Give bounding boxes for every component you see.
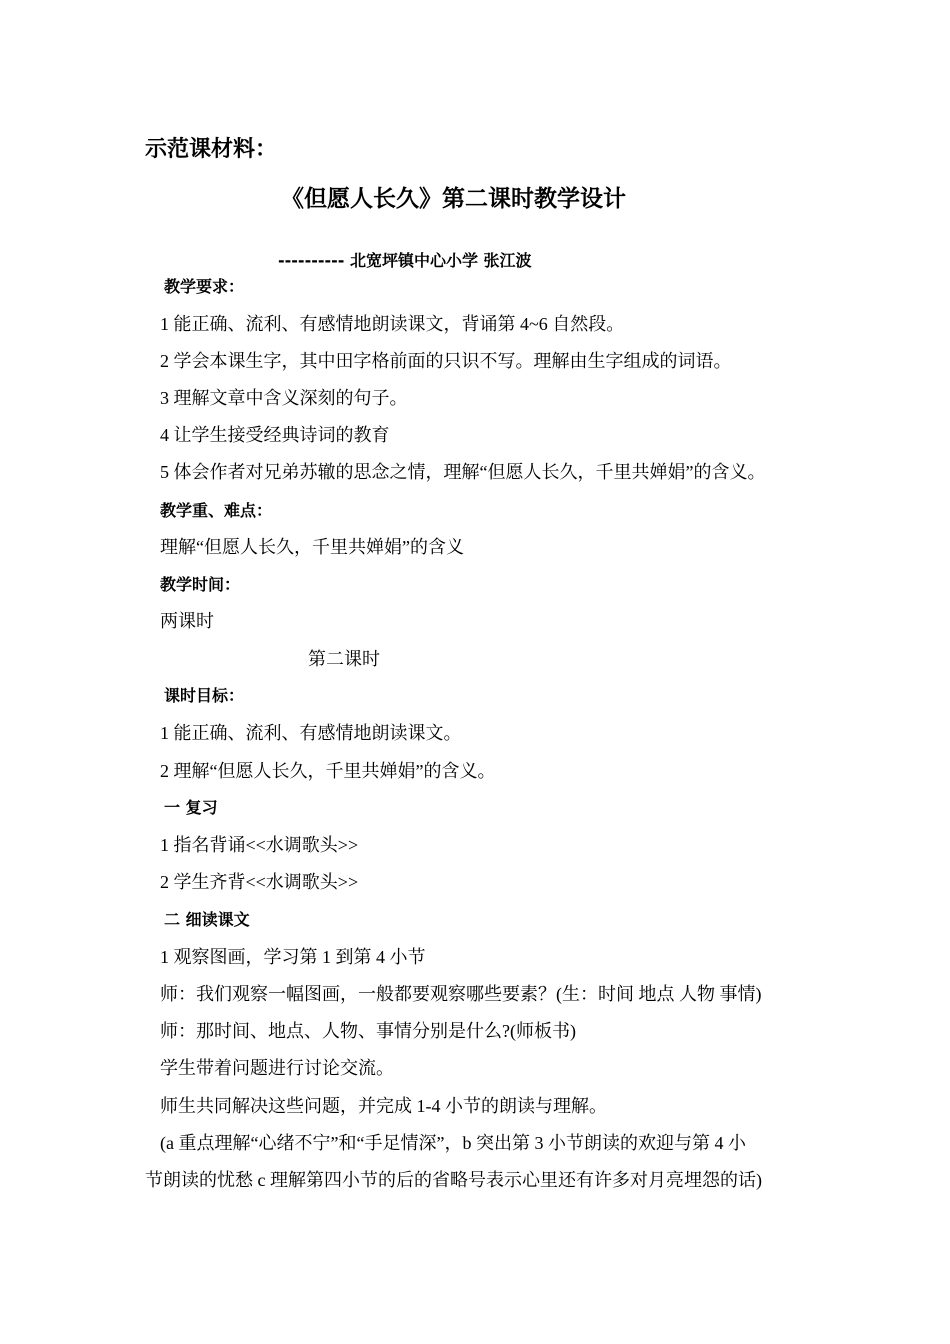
goal-item: 1 能正确、流利、有感情地朗读课文。 <box>160 723 462 743</box>
reading-item: 师：我们观察一幅图画，一般都要观察哪些要素？(生：时间 地点 人物 事情) <box>160 984 762 1004</box>
key-points-heading: 教学重、难点： <box>160 501 273 520</box>
teaching-time-text: 两课时 <box>160 611 214 631</box>
material-label: 示范课材料： <box>145 137 278 162</box>
requirement-item: 1 能正确、流利、有感情地朗读课文，背诵第 4~6 自然段。 <box>160 314 625 334</box>
goals-heading: 课时目标： <box>164 686 245 705</box>
review-item: 1 指名背诵<<水调歌头>> <box>160 835 359 855</box>
requirement-item: 4 让学生接受经典诗词的教育 <box>160 425 390 445</box>
reading-item: 1 观察图画，学习第 1 到第 4 小节 <box>160 947 426 967</box>
section-review-heading: 一 复习 <box>164 798 218 817</box>
reading-item: 师生共同解决这些问题，并完成 1-4 小节的朗读与理解。 <box>160 1096 607 1116</box>
requirement-item: 2 学会本课生字，其中田字格前面的只识不写。理解由生字组成的词语。 <box>160 351 732 371</box>
reading-item: (a 重点理解“心绪不宁”和“手足情深”，b 突出第 3 小节朗读的欢迎与第 4 小 <box>160 1133 746 1153</box>
section-reading-heading: 二 细读课文 <box>164 910 250 929</box>
author-line: ---------- 北宽坪镇中心小学 张江波 <box>278 251 532 270</box>
reading-item: 师：那时间、地点、人物、事情分别是什么?(师板书) <box>160 1021 576 1041</box>
requirement-item: 3 理解文章中含义深刻的句子。 <box>160 388 408 408</box>
teaching-time-heading: 教学时间： <box>160 575 241 594</box>
document-title: 《但愿人长久》第二课时教学设计 <box>281 186 626 212</box>
key-points-text: 理解“但愿人长久，千里共婵娟”的含义 <box>160 537 464 557</box>
review-item: 2 学生齐背<<水调歌头>> <box>160 872 359 892</box>
goal-item: 2 理解“但愿人长久，千里共婵娟”的含义。 <box>160 761 496 781</box>
reading-item: 学生带着问题进行讨论交流。 <box>160 1058 394 1078</box>
lesson-title: 第二课时 <box>308 649 380 669</box>
requirements-heading: 教学要求： <box>164 277 245 296</box>
requirement-item: 5 体会作者对兄弟苏辙的思念之情，理解“但愿人长久，千里共婵娟”的含义。 <box>160 462 766 482</box>
reading-item: 节朗读的忧愁 c 理解第四小节的后的省略号表示心里还有许多对月亮埋怨的话) <box>145 1170 762 1190</box>
